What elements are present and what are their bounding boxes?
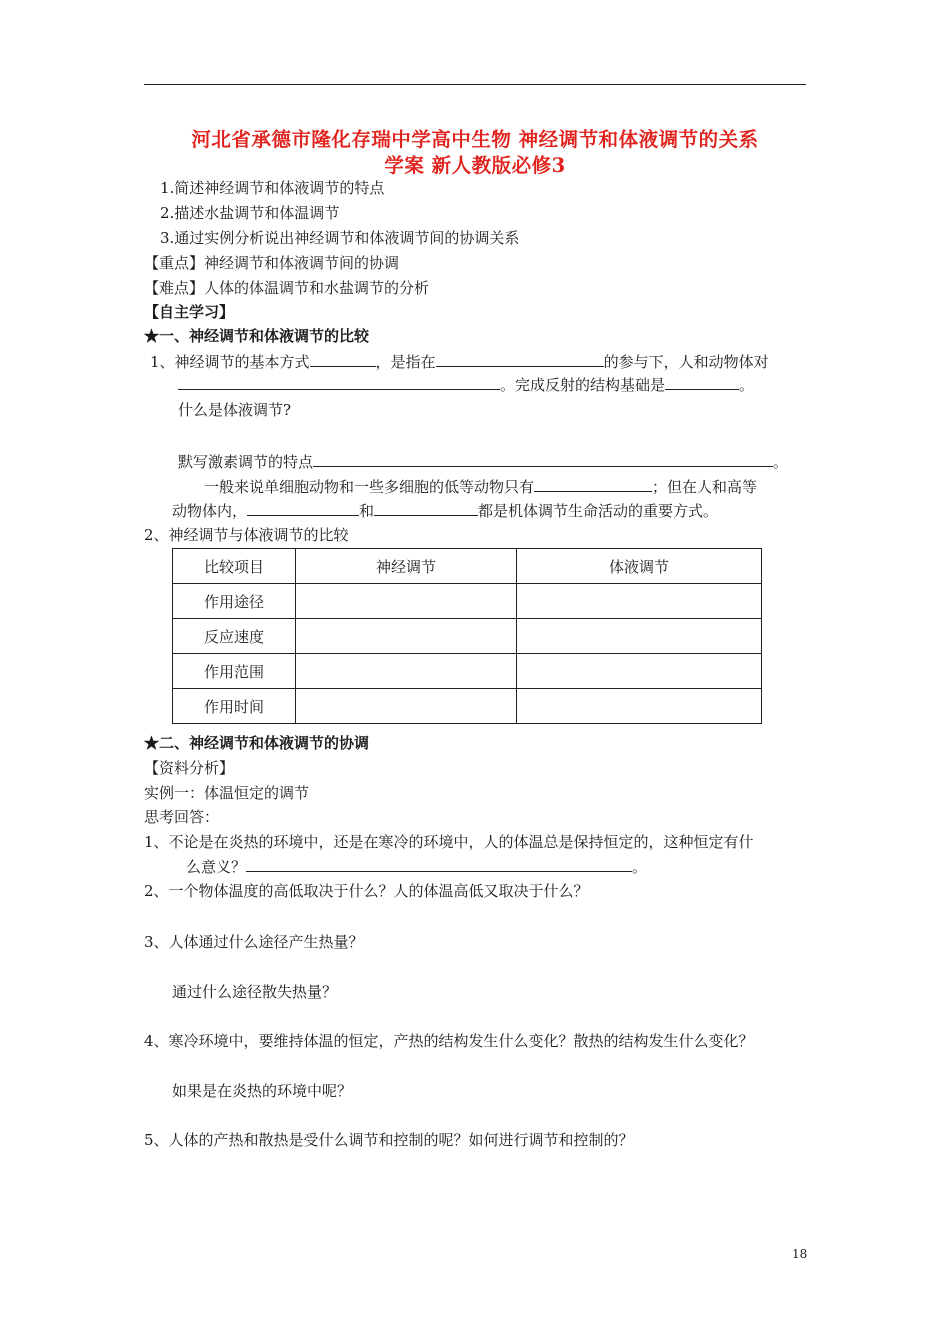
blank[interactable]	[178, 374, 500, 390]
table-row	[173, 584, 762, 619]
table-cell[interactable]	[296, 584, 517, 619]
header-rule	[144, 84, 806, 85]
table-header: 体液调节	[517, 549, 762, 584]
s1-q1-hormone: 默写激素调节的特点 。	[178, 453, 789, 471]
table-row	[173, 654, 762, 689]
material-analysis: 【资料分析】	[144, 759, 235, 777]
example-1: 实例一：体温恒定的调节	[144, 784, 310, 802]
s1-q1-line2: 。完成反射的结构基础是 。	[178, 374, 754, 395]
s2-q3: 3、人体通过什么途径产生热量？	[144, 933, 364, 951]
blank[interactable]	[665, 374, 739, 390]
row-label: 作用时间	[173, 689, 296, 724]
s2-q1-line1: 1、不论是在炎热的环境中，还是在寒冷的环境中，人的体温总是保持恒定的，这种恒定有什	[144, 833, 754, 851]
row-label: 反应速度	[173, 619, 296, 654]
blank[interactable]	[246, 856, 632, 872]
blank[interactable]	[310, 351, 376, 367]
title-line-1: 河北省承德市隆化存瑞中学高中生物 神经调节和体液调节的关系	[191, 128, 759, 151]
row-label: 作用途径	[173, 584, 296, 619]
s1-q1-humoral: 什么是体液调节?	[178, 401, 292, 419]
table-cell[interactable]	[517, 584, 762, 619]
self-study-heading: 【自主学习】	[144, 303, 235, 321]
table-cell[interactable]	[296, 654, 517, 689]
table-row	[173, 689, 762, 724]
title-line-2: 学案 新人教版必修3	[384, 154, 566, 177]
s2-q4: 4、寒冷环境中，要维持体温的恒定，产热的结构发生什么变化？散热的结构发生什么变化？	[144, 1032, 754, 1050]
key-point: 【重点】神经调节和体液调节间的协调	[144, 254, 400, 272]
think-answer: 思考回答：	[144, 808, 220, 826]
table-cell[interactable]	[296, 689, 517, 724]
table-cell[interactable]	[296, 619, 517, 654]
page-number: 18	[792, 1247, 808, 1261]
table-header: 神经调节	[296, 549, 517, 584]
objective-2: 2.描述水盐调节和体温调节	[160, 204, 340, 222]
comparison-table	[172, 548, 762, 724]
blank[interactable]	[313, 451, 773, 467]
section2-heading: ★二、神经调节和体液调节的协调	[144, 734, 370, 752]
s1-q1-line1: 1、神经调节的基本方式 ，是指在 的参与下，人和动物体对	[150, 353, 769, 371]
objective-1: 1.简述神经调节和体液调节的特点	[160, 179, 385, 197]
s2-q2: 2、一个物体温度的高低取决于什么？人的体温高低又取决于什么？	[144, 882, 589, 900]
table-header: 比较项目	[173, 549, 296, 584]
table-header-row	[173, 549, 762, 584]
s1-q1-line-higher: 动物体内， 和 都是机体调节生命活动的重要方式。	[172, 502, 719, 520]
blank[interactable]	[247, 500, 359, 516]
s2-q4-b: 如果是在炎热的环境中呢？	[172, 1082, 353, 1100]
s2-q3-b: 通过什么途径散失热量？	[172, 983, 338, 1001]
row-label: 作用范围	[173, 654, 296, 689]
blank[interactable]	[436, 351, 604, 367]
s1-q2: 2、神经调节与体液调节的比较	[144, 526, 349, 544]
objective-3: 3.通过实例分析说出神经调节和体液调节间的协调关系	[160, 229, 520, 247]
blank[interactable]	[374, 500, 478, 516]
table-cell[interactable]	[517, 689, 762, 724]
table-cell[interactable]	[517, 619, 762, 654]
s1-q1-line-lower: 一般来说单细胞动物和一些多细胞的低等动物只有 ；但在人和高等	[204, 478, 758, 496]
blank[interactable]	[534, 476, 652, 492]
s2-q5: 5、人体的产热和散热是受什么调节和控制的呢？如何进行调节和控制的？	[144, 1131, 634, 1149]
table-cell[interactable]	[517, 654, 762, 689]
section1-heading: ★一、神经调节和体液调节的比较	[144, 327, 370, 345]
difficult-point: 【难点】人体的体温调节和水盐调节的分析	[144, 279, 430, 297]
s2-q1-line2: 么意义？ 。	[186, 858, 648, 876]
table-row	[173, 619, 762, 654]
